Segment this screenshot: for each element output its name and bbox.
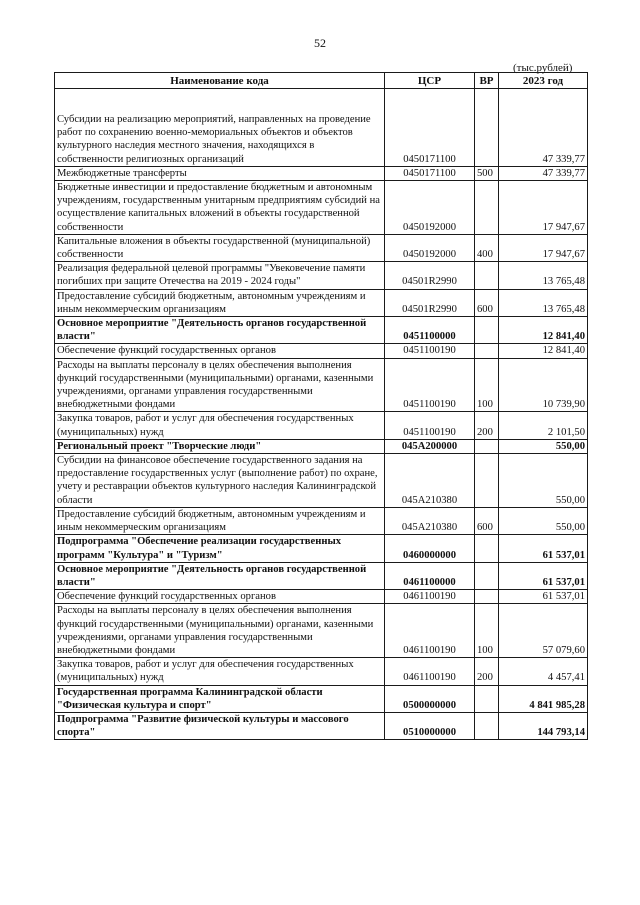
column-header-csr: ЦСР	[385, 73, 475, 89]
sum-cell: 12 841,40	[499, 317, 588, 344]
table-row	[55, 685, 588, 712]
sum-cell: 550,00	[499, 454, 588, 508]
name-cell: Региональный проект "Творческие люди"	[55, 439, 385, 453]
name-cell: Реализация федеральной целевой программы "Увековечение памяти погибших при защите Отечества на 2019 - 2024 годы"	[55, 262, 385, 289]
vr-cell	[475, 712, 499, 739]
sum-cell: 17 947,67	[499, 234, 588, 261]
csr-cell: 04501R2990	[385, 289, 475, 316]
name-cell: Предоставление субсидий бюджетным, автономным учреждениям и иным некоммерческим организациям	[55, 507, 385, 534]
table-row	[55, 358, 588, 412]
vr-cell	[475, 181, 499, 235]
name-cell: Закупка товаров, работ и услуг для обеспечения государственных (муниципальных) нужд	[55, 658, 385, 685]
csr-cell: 0500000000	[385, 685, 475, 712]
vr-cell: 400	[475, 234, 499, 261]
sum-cell: 2 101,50	[499, 412, 588, 439]
table-row	[55, 89, 588, 167]
vr-cell: 600	[475, 507, 499, 534]
csr-cell: 0451100190	[385, 344, 475, 358]
csr-cell: 0510000000	[385, 712, 475, 739]
vr-cell: 200	[475, 412, 499, 439]
vr-cell: 500	[475, 166, 499, 180]
vr-cell	[475, 535, 499, 562]
name-cell: Субсидии на реализацию мероприятий, направленных на проведение работ по сохранению военно-мемориальных объектов и объектов культурного наследия местного значения, находящихся в собственности религиозных организаций	[55, 89, 385, 167]
csr-cell: 0461100190	[385, 590, 475, 604]
page-number: 52	[314, 36, 326, 50]
sum-cell: 10 739,90	[499, 358, 588, 412]
name-cell: Расходы на выплаты персоналу в целях обеспечения выполнения функций государственными (муниципальными) органами, казенными учреждениями, органами управления государственными внебюджетными фондами	[55, 604, 385, 658]
table-row	[55, 535, 588, 562]
name-cell: Предоставление субсидий бюджетным, автономным учреждениям и иным некоммерческим организациям	[55, 289, 385, 316]
csr-cell: 0450192000	[385, 234, 475, 261]
name-cell: Подпрограмма "Развитие физической культуры и массового спорта"	[55, 712, 385, 739]
name-cell: Обеспечение функций государственных органов	[55, 344, 385, 358]
csr-cell: 045A200000	[385, 439, 475, 453]
sum-cell: 61 537,01	[499, 590, 588, 604]
csr-cell: 0450171100	[385, 89, 475, 167]
budget-table	[54, 72, 588, 740]
csr-cell: 0461100190	[385, 604, 475, 658]
sum-cell: 13 765,48	[499, 289, 588, 316]
table-row	[55, 181, 588, 235]
name-cell: Субсидии на финансовое обеспечение государственного задания на предоставление государственных услуг (выполнение работ) по охране, учету и реставрации объектов культурного наследия Калининградской области	[55, 454, 385, 508]
table-header-row	[55, 73, 588, 89]
units-label: (тыс.рублей)	[513, 62, 573, 74]
name-cell: Капитальные вложения в объекты государственной (муниципальной) собственности	[55, 234, 385, 261]
vr-cell: 100	[475, 604, 499, 658]
sum-cell: 17 947,67	[499, 181, 588, 235]
name-cell: Государственная программа Калининградской области "Физическая культура и спорт"	[55, 685, 385, 712]
name-cell: Бюджетные инвестиции и предоставление бюджетным и автономным учреждениям, государственным унитарным предприятиям субсидий на осуществление капитальных вложений в объекты государственной собственности	[55, 181, 385, 235]
column-header-vr: ВР	[475, 73, 499, 89]
vr-cell	[475, 262, 499, 289]
sum-cell: 47 339,77	[499, 166, 588, 180]
vr-cell	[475, 454, 499, 508]
table-row	[55, 454, 588, 508]
sum-cell: 144 793,14	[499, 712, 588, 739]
table-row	[55, 234, 588, 261]
table-body	[55, 89, 588, 740]
csr-cell: 0460000000	[385, 535, 475, 562]
name-cell: Расходы на выплаты персоналу в целях обеспечения выполнения функций государственными (муниципальными) органами, казенными учреждениями, органами управления государственными внебюджетными фондами	[55, 358, 385, 412]
csr-cell: 045A210380	[385, 454, 475, 508]
table-row	[55, 562, 588, 589]
vr-cell	[475, 562, 499, 589]
name-cell: Межбюджетные трансферты	[55, 166, 385, 180]
column-header-sum: 2023 год	[499, 73, 588, 89]
sum-cell: 550,00	[499, 439, 588, 453]
sum-cell: 61 537,01	[499, 562, 588, 589]
sum-cell: 57 079,60	[499, 604, 588, 658]
csr-cell: 0451100190	[385, 412, 475, 439]
sum-cell: 4 841 985,28	[499, 685, 588, 712]
vr-cell	[475, 685, 499, 712]
vr-cell: 600	[475, 289, 499, 316]
vr-cell	[475, 344, 499, 358]
csr-cell: 0450192000	[385, 181, 475, 235]
sum-cell: 47 339,77	[499, 89, 588, 167]
table-row	[55, 166, 588, 180]
csr-cell: 0451100190	[385, 358, 475, 412]
vr-cell: 200	[475, 658, 499, 685]
csr-cell: 04501R2990	[385, 262, 475, 289]
name-cell: Обеспечение функций государственных органов	[55, 590, 385, 604]
sum-cell: 4 457,41	[499, 658, 588, 685]
sum-cell: 550,00	[499, 507, 588, 534]
vr-cell	[475, 439, 499, 453]
csr-cell: 045A210380	[385, 507, 475, 534]
csr-cell: 0451100000	[385, 317, 475, 344]
table-row	[55, 590, 588, 604]
table-row	[55, 658, 588, 685]
table-row	[55, 439, 588, 453]
vr-cell: 100	[475, 358, 499, 412]
csr-cell: 0461100000	[385, 562, 475, 589]
table-row	[55, 344, 588, 358]
table-row	[55, 507, 588, 534]
column-header-name: Наименование кода	[55, 73, 385, 89]
table-row	[55, 412, 588, 439]
vr-cell	[475, 317, 499, 344]
csr-cell: 0461100190	[385, 658, 475, 685]
vr-cell	[475, 89, 499, 167]
vr-cell	[475, 590, 499, 604]
sum-cell: 12 841,40	[499, 344, 588, 358]
name-cell: Основное мероприятие "Деятельность органов государственной власти"	[55, 562, 385, 589]
table-row	[55, 604, 588, 658]
name-cell: Подпрограмма "Обеспечение реализации государственных программ "Культура" и "Туризм"	[55, 535, 385, 562]
sum-cell: 61 537,01	[499, 535, 588, 562]
name-cell: Закупка товаров, работ и услуг для обеспечения государственных (муниципальных) нужд	[55, 412, 385, 439]
csr-cell: 0450171100	[385, 166, 475, 180]
sum-cell: 13 765,48	[499, 262, 588, 289]
name-cell: Основное мероприятие "Деятельность органов государственной власти"	[55, 317, 385, 344]
table-row	[55, 712, 588, 739]
table-row	[55, 289, 588, 316]
table-row	[55, 317, 588, 344]
table-row	[55, 262, 588, 289]
